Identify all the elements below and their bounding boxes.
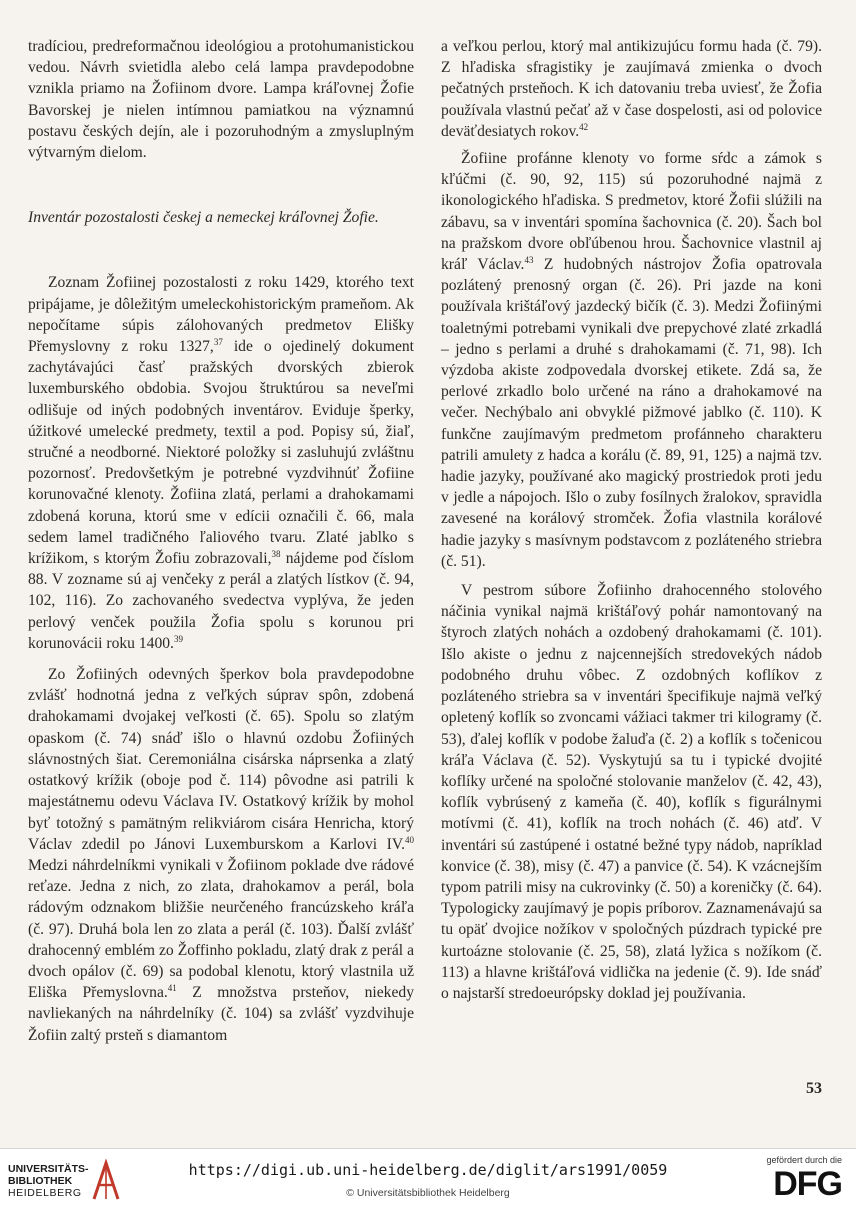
text-run: ide o ojedinelý dokument zachytávajúci časť pražských dvorských zbierok luxemburského obdobia. Svojou štruktúrou sa neveľmi odlišuje od iných podobných inventárov. Eviduje šperky, úžitkové umelecké predmety, textil a pod. Popisy sú, žiaľ, stručné a neodborné. Niektoré položky si zasluhujú zvláštnu pozornosť. Predovšetkým je potrebné vyzdvihnúť Žofiine korunovačné klenoty. Žofiina zlatá, perlami a drahokamami zdobená koruna, ktorú sme v edícii označili č. 66, mala sedem lamel tradičného ľaliového tvaru. Zlaté jablko s krížikom, s ktorým Žofiu zobrazovali, <box>28 338 415 568</box>
text-run: Žofiine profánne klenoty vo forme sŕdc a zámok s kľúčmi (č. 90, 92, 115) sú pozoruhodné najmä z ikonologického hľadiska. S predmetov, ktoré Žofii slúžili na zábavu, sa v inventári spomína šachovnica (č. 20). Šach bol na pražskom dvore obľúbenou hrou. Šachovnice vlastnil aj kráľ Václav. <box>441 150 822 274</box>
text-run: nájdeme pod číslom 88. V zozname sú aj venčeky z perál a zlatých lístkov (č. 94, 102, 116). Zo zachovaného svedectva vyplýva, že jeden perlový venček použila Žofia spolu s korunou pri korunovácii roku 1400. <box>28 550 414 652</box>
footnote-ref[interactable]: 42 <box>579 121 589 132</box>
footnote-ref[interactable]: 43 <box>524 255 534 266</box>
funding-note: gefördert durch die <box>766 1155 842 1165</box>
footnote-ref[interactable]: 41 <box>167 983 177 994</box>
paragraph-ring <box>441 36 822 142</box>
text-run: Z hudobných nástrojov Žofia opatrovala pozlátený prenosný organ (č. 26). Pri jazde na koni používala krištáľový jazdecký bičík (č. 3). Medzi Žofiinými toaletnými potrebami vynikali dve prepychové zlaté zrkadlá – jedno s perlami a druhé s drahokamami (č. 71, 98). Ich výzdoba akiste zodpovedala dvorskej etikete. Zdá sa, že perlové zrkadlo bolo určené na ráno a drahokamové na večer. Nechýbalo ani obvyklé pižmové jablko (č. 110). K funkčne zaujímavým predmetom profánneho charakteru patrili amulety z hadca a korálu (č. 89, 91, 125) a najmä tzv. hadie jazyky, používané ako magický prostriedok proti jedu v jedle a nápojoch. Išlo o zuby fosílnych žralokov, spravidla zavesené na korálový stromček. Žofia vlastnila korálové hadie jazyky s masívnym podstavcom z pozláteného striebra (č. 51). <box>441 256 822 570</box>
copyright-notice: © Universitätsbibliothek Heidelberg <box>346 1187 510 1199</box>
text-run: a veľkou perlou, ktorý mal antikizujúcu formu hada (č. 79). Z hľadiska sfragistiky je zaujímavá zmienka o dvoch pečatných prsteňoch. K ich datovaniu treba uviesť, že Žofia používala vlastnú pečať až v čase dospelosti, asi od polovice deväťdesiatych rokov. <box>441 38 822 140</box>
viewer-footer <box>0 1148 856 1209</box>
library-name-line: BIBLIOTHEK <box>8 1175 73 1187</box>
paragraph-intro: tradíciou, predreformačnou ideológiou a protohumanistickou vedou. Návrh svietidla alebo celá lampa pravdepodobne vznikla priamo na Žofiinom dvore. Lampa kráľovnej Žofie Bavorskej je nielen intímnou pamiatkou na významnú postavu českých dejín, ale i pozoruhodným a zmysluplným výtvarným dielom. <box>28 38 414 162</box>
footnote-ref[interactable]: 39 <box>173 633 183 644</box>
text-run: Z množstva prsteňov, niekedy navliekaných na náhrdelníky (č. 104) sa zvlášť vyzdvihuje Žofiin zaltý prsteň s diamantom <box>28 984 414 1044</box>
paragraph-jewels <box>28 664 414 1046</box>
text-run: Zo Žofiiných odevných šperkov bola pravdepodobne zvlášť hodnotná jedna z veľkých súprav spôn, zdobená drahokamami dvojakej veľkosti (č. 65). Spolu so zlatým opaskom (č. 74) snáď išlo o hlavnú ozdobu Žofiiných slávnostných šiat. Ceremoniálna cisárska náprsenka a zlatý ostatkový krížik (oboje pod č. 114) pôvodne asi patrili k majestátnemu odevu Václava IV. Ostatkový krížik by mohol byť totožný s pamätným relikviárom cisára Henricha, ktorý Václav zdedil po Jánovi Luxemburskom a Karlovi IV. <box>28 666 414 853</box>
library-city: HEIDELBERG <box>8 1187 82 1199</box>
page-number: 53 <box>806 1080 822 1097</box>
footnote-ref[interactable]: 37 <box>213 337 223 348</box>
permalink-url[interactable]: https://digi.ub.uni-heidelberg.de/diglit/ars1991/0059 <box>188 1161 668 1179</box>
paragraph-tableware: V pestrom súbore Žofiinho drahocenného stolového náčinia vynikal najmä krištáľový pohár namontovaný na štyroch zlatých nohách a ozdobený drahokamami (č. 101). Išlo akiste o jednu z najcennejších stredovekých nádob podobného druhu vôbec. Z ozdobných koflíkov z pozláteného striebra sa v inventári špecifikuje najmä veľký opletený koflík so zvoncami vážiaci takmer tri kilogramy (č. 53), ďalej koflík v podobe žaluďa (č. 2) a koflík s točenicou kráľa Václava (č. 52). Vyskytujú sa tu i typické dvojité koflíky určené na spoločné stolovanie manželov (č. 42, 43), koflík vybrúsený z kameňa (č. 40), koflík s figurálnymi motívmi (č. 41), koflík na troch nohách (č. 46) atď. V inventári sú zastúpené i ostatné bežné typy nádob, napríklad konvice (č. 38), misy (č. 47) a panvice (č. 54). K vzácnejším typom patrili misy na cukrovinky (č. 50) a koreničky (č. 64). Typologicky zaujímavý je popis príborov. Zaznamenávajú sa tu opäť dvojice nožíkov v spoločných púzdrach typické pre kurtoázne stolovanie (č. 25, 58), zlatá lyžica s nožíkom (č. 113) a hlavne krištáľová vidlička na jedenie (č. 9). Ide snáď o najstarší stredoeurópsky doklad jej používania. <box>441 582 822 1002</box>
paragraph-inventory <box>28 272 414 654</box>
text-run: Zoznam Žofiinej pozostalosti z roku 1429, ktorého text pripájame, je dôležitým umeleckohistorickým prameňom. Ak nepočítame súpis zálohovaných predmetov Elišky Přemyslovny z roku 1327, <box>28 274 414 356</box>
library-name-line: UNIVERSITÄTS- <box>8 1163 89 1175</box>
section-heading: Inventár pozostalosti českej a nemeckej kráľovnej Žofie. <box>28 209 379 227</box>
paragraph-profane-jewels <box>441 148 822 572</box>
left-column <box>28 36 414 1046</box>
right-column <box>441 36 822 1004</box>
text-run: Medzi náhrdelníkmi vynikali v Žofiinom poklade dve rádové reťaze. Jedna z nich, zo zlata, drahokamov a perál, bola rádovým odznakom bližšie neurčeného francúzskeho kráľa (č. 97). Druhá bola len zo zlata a perál (č. 103). Ďalší zvlášť drahocenný emblém zo Žoffinho pokladu, zlatý drak z perál a dvoch opálov (č. 69) sa podobal klenotu, ktorý vlastnila už Eliška Přemyslovna. <box>28 856 414 1002</box>
footnote-ref[interactable]: 40 <box>405 834 414 845</box>
dfg-logo[interactable]: DFG <box>773 1165 842 1203</box>
footnote-ref[interactable]: 38 <box>271 549 281 560</box>
